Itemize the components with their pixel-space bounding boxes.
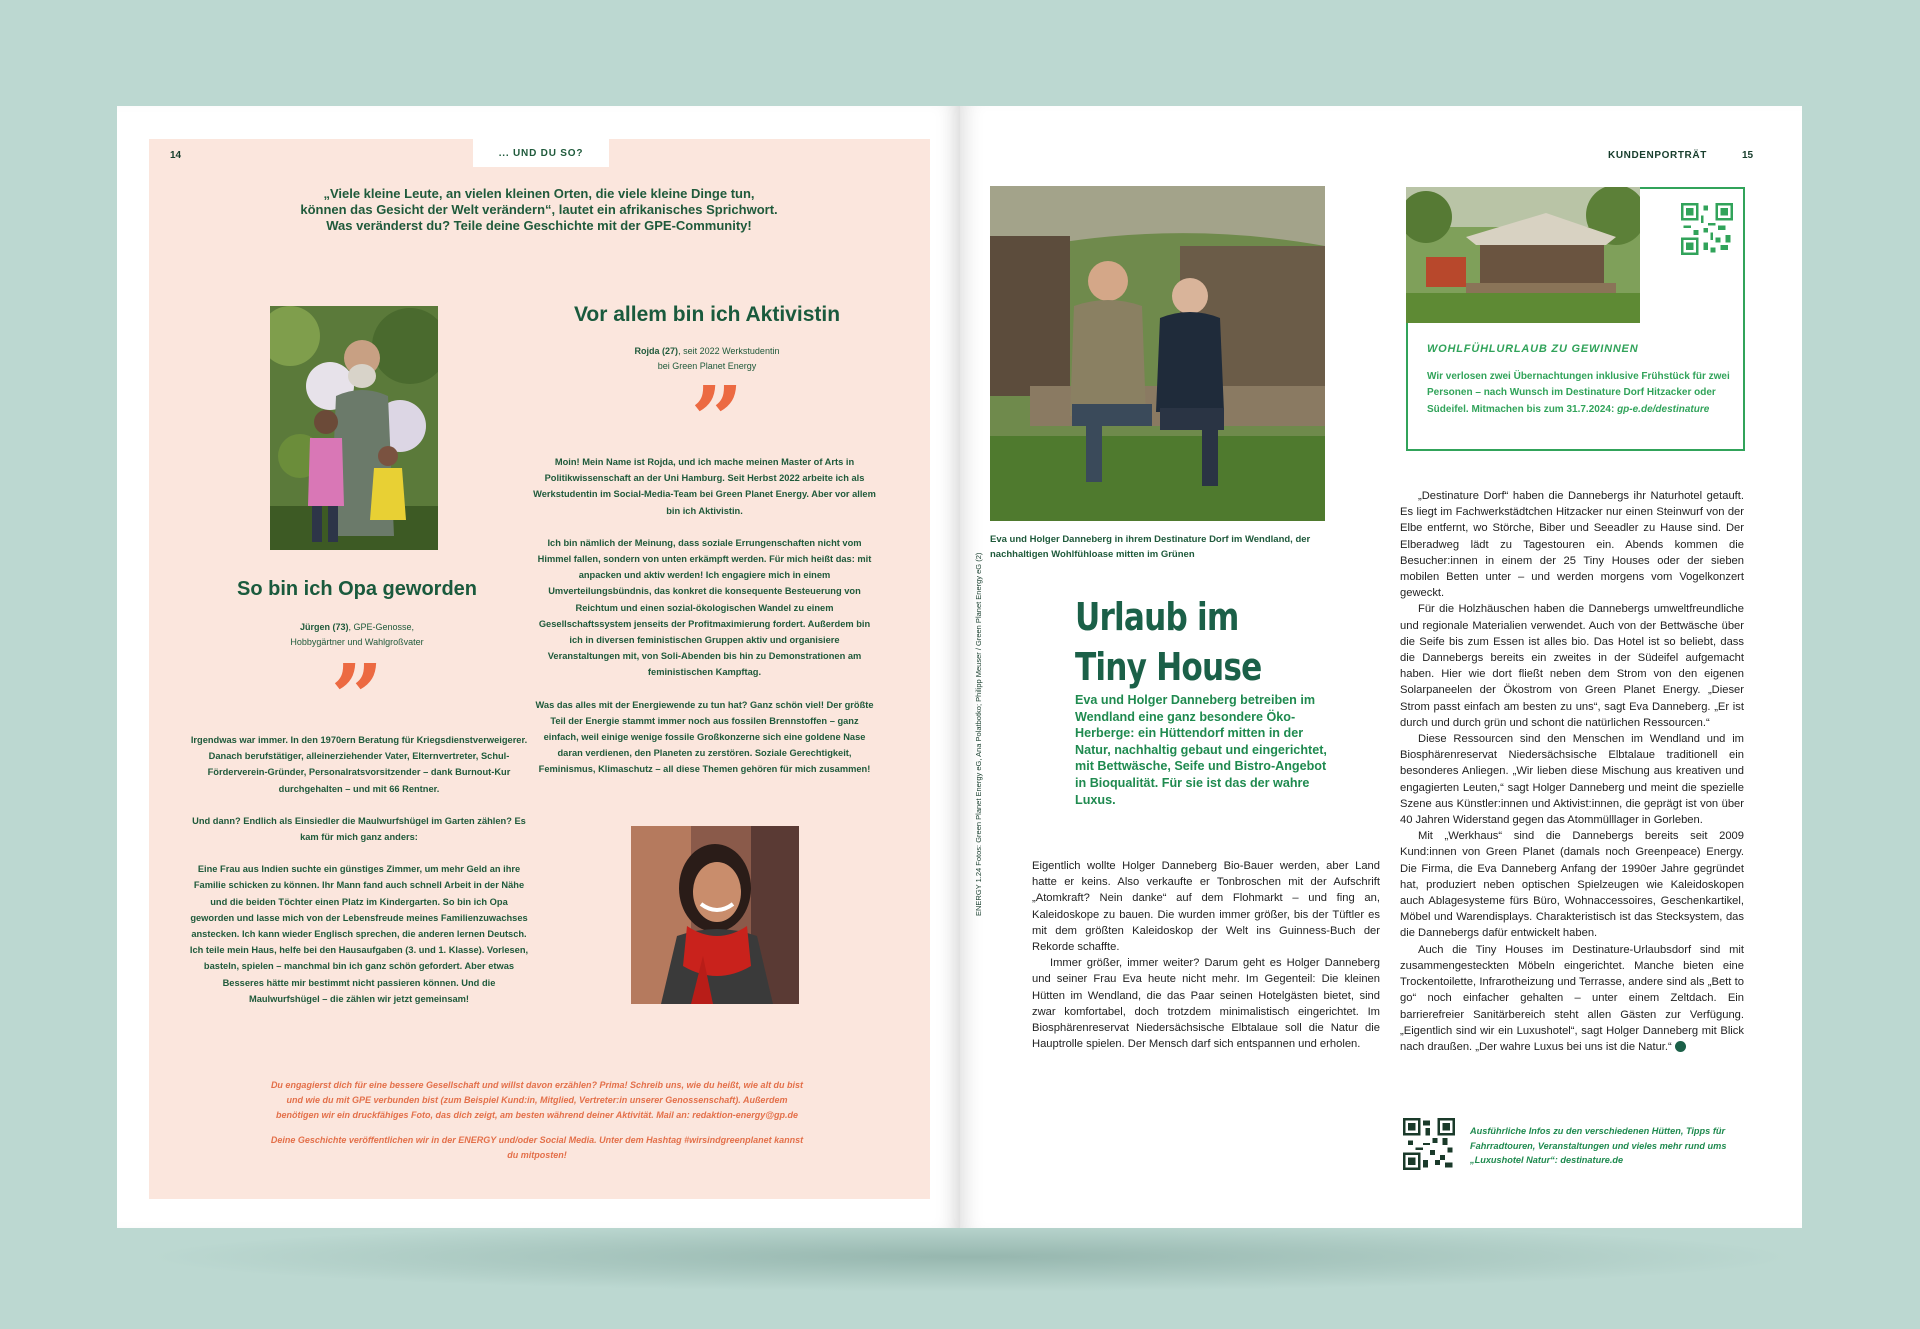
article-column-left [1032,858,1380,1052]
qr-code-icon[interactable] [1681,203,1733,255]
juergen-role: , GPE-Genosse, [348,622,415,632]
story-paragraph: Und dann? Endlich als Einsiedler die Maulwurfshügel im Garten zählen? Es kam für mich ganz anders: [192,815,526,843]
call-paragraph: Du engagierst dich für eine bessere Gesellschaft und willst davon erzählen? Prima! Schreib uns, wie du heißt, wie alt du bist und wie du mit GPE verbunden bist (zum Beispiel Kund:in, Mitglied, Vertreter:in unserer Genossenschaft). Außerdem benötigen wir ein druckfähiges Foto, das dich zeigt, am besten während deiner Aktivität. Mail an: redaktion-energy@gp.de [270,1080,804,1120]
call-to-action [267,1078,807,1173]
story-paragraph: Irgendwas war immer. In den 1970ern Beratung für Kriegsdienstverweigerer. Danach berufstätiger, alleinerziehender Vater, Elternvertreter, Schul-Förderverein-Gründer, Personalratsvorsitzender – dank Burnout-Kur durchgehalten – und mit 66 Rentner. [190,735,528,794]
end-arrow-icon: ‹ [1675,1041,1686,1052]
couple-photo [990,186,1325,521]
title-line: Tiny House [1075,645,1262,689]
juergen-hobbies: Hobbygärtner und Wahlgroßvater [290,637,424,647]
rojda-photo [631,826,799,1004]
story-paragraph: Was das alles mit der Energiewende zu tun hat? Ganz schön viel! Der größte Teil der Energie stammt immer noch aus fossilen Brennstoffen – ganz einfach, weil einige wenige fossile Großkonzerne sich eine goldene Nase daran verdienen, den Planeten zu zerstören. Soziale Gerechtigkeit, Feminismus, Klimaschutz – all diese Themen gehören für mich zusammen! [535,699,874,775]
intro-line: Was veränderst du? Teile deine Geschichte mit der GPE-Community! [326,218,752,233]
article-paragraph: Eigentlich wollte Holger Danneberg Bio-Bauer werden, aber Land hatte er keins. Also verkaufte er Tonbroschen mit der Aufschrift „Atomkraft? Nein danke“ auf dem Flohmarkt – und fing an, Kaleidoskope zu bauen. Die wurden immer größer, bis der Tüftler es mit dem größten Kaleidoskop der Welt ins Guinness-Buch der Rekorde schaffte. [1032,860,1380,954]
story-paragraph: Eine Frau aus Indien suchte ein günstiges Zimmer, um mehr Geld an ihre Familie schicken zu können. Ihr Mann fand auch schnell Arbeit in der Nähe und die beiden Töchter einen Platz im Kindergarten. So bin ich Opa geworden und lasse mich von der Lebensfreude meines Familienzuwachses anstecken. Ich kann wieder Englisch sprechen, die anderen lernen Deutsch. Ich teile mein Haus, helfe bei den Hausaufgaben (3. und 1. Klasse). Vorlesen, basteln, spielen – manchmal bin ich ganz schön gefordert. Aber etwas Besseres hätte mir bestimmt nicht passieren können. Und die Maulwurfshügel – die zählen wir jetzt gemeinsam! [189,864,529,1004]
bottom-info-text: Ausführliche Infos zu den verschiedenen Hütten, Tipps für Fahrradtouren, Veranstaltungen und vieles mehr rund ums „Luxushotel Natur“: [1470,1126,1727,1166]
title-line: Urlaub im [1075,595,1239,639]
intro-line: können das Gesicht der Welt verändern“, lautet ein afrikanisches Sprichwort. [300,202,778,217]
promo-title: WOHLFÜHLURLAUB ZU GEWINNEN [1427,343,1639,355]
intro-text [229,186,849,234]
photo-caption: Eva und Holger Danneberg in ihrem Destinature Dorf im Wendland, der nachhaltigen Wohlfühloase mitten im Grünen [990,534,1311,560]
rojda-employer: bei Green Planet Energy [657,361,757,371]
article-paragraph: Für die Holzhäuschen haben die Dannebergs umweltfreundliche und regionale Materialien verwendet. Auch von der Bettwäsche über die Seife bis zum Essen ist alles bio. Das Hotel ist so beliebt, dass die Dannebergs bereits ein zweites in der Südeifel aufgemacht haben. Hier wie dort fließt neben dem Strom von den eigenen Solarpaneelen der Ökostrom von Green Planet Energy. „Dieser Strom passt einfach am besten zu uns“, sagt Eva Danneberg. „Er ist durch und durch grün und schont die natürlichen Ressourcen.“ [1400,603,1744,729]
right-page [960,106,1802,1228]
bottom-info-link[interactable]: destinature.de [1560,1155,1624,1166]
promo-link[interactable]: gp-e.de/destinature [1617,403,1710,415]
quote-mark-icon: ” [330,644,384,752]
promo-body [1427,369,1737,418]
juergen-name: Jürgen (73) [299,622,349,632]
left-page [117,106,960,1228]
intro-line: „Viele kleine Leute, an vielen kleinen Orten, die viele kleine Dinge tun, [323,186,755,201]
page-section-label: KUNDENPORTRÄT [1608,150,1707,161]
call-paragraph: Deine Geschichte veröffentlichen wir in der ENERGY und/oder Social Media. Unter dem Hashtag #wirsindgreenplanet kannst du mitposten! [270,1135,804,1160]
bottom-info [1470,1124,1740,1168]
article-paragraph [1400,942,1744,1055]
page-number-left: 14 [170,150,182,161]
rojda-story [532,454,877,794]
article-paragraph: Diese Ressourcen sind den Menschen im Wendland und im Biosphärenreservat Niedersächsische Elbtalaue traditionell ein besonderes Anliegen. „Wir lieben diese Mischung aus kreativen und engagierten Leuten,“ sagt Holger Danneberg und meint die spezielle Szene aus Künstler:innen und Aktivist:innen, die geprägt ist von über 40 Jahren Widerstand gegen das Atommülllager in Gorleben. [1400,733,1744,827]
article-last-text: Auch die Tiny Houses im Destinature-Urlaubsdorf sind mit zusammengesteckten Möbeln eingerichtet. Manche bieten eine Trockentoilette, Infrarotheizung und Terrasse, andere sind als „Bett to go“ noch einfacher gehalten – unter einem Zeltdach. Ein barrierefreier Sanitärbereich steht allen Gästen zur Verfügung. „Eigentlich sind wir ein Luxushotel“, sagt Holger Danneberg mit Blick nach draußen. „Der wahre Luxus bei uns ist die Natur.“ [1400,943,1744,1053]
rojda-headline: Vor allem bin ich Aktivistin [573,303,841,326]
article-paragraph: Mit „Werkhaus“ sind die Dannebergs bereits seit 2009 Kund:innen von Green Planet (damals noch Greenpeace) Energy. Die Firma, die Eva Danneberg Anfang der 1990er Jahre gegründet hat, produziert neben optischen Spielzeugen wie Kaleidoskopen auch Ablagesysteme fürs Büro, Wohnaccessoires, Geschenkartikel, Möbel und Warendisplays. Charakteristisch ist das Stecksystem, das die Dannebergs dafür entwickelt haben. [1400,830,1744,940]
tiny-house-photo [1406,187,1640,323]
article-lead: Eva und Holger Danneberg betreiben im Wendland eine ganz besondere Öko-Herberge: ein Hüttendorf mitten in der Natur, nachhaltig gebaut und eingerichtet, mit Bettwäsche, Seife und Bistro-Angebot in Bioqualität. Für sie ist das der wahre Luxus. [1075,693,1327,807]
article-column-right [1400,488,1744,1055]
magazine-shadow [140,1222,1800,1292]
promo-box [1406,187,1745,451]
article-paragraph: Immer größer, immer weiter? Darum geht es Holger Danneberg und seiner Frau Eva heute nicht mehr. Im Gegenteil: Die kleinen Hütten im Wendland, die das Paar seinen Hotelgästen bietet, sind zwar komfortabel, doch trotzdem minimalistisch eingerichtet. Im Biosphärenreservat Niedersächsische Elbtalaue soll die Natur die Hauptrolle spielen. Der Mensch darf sich entspannen und erholen. [1032,957,1380,1051]
story-paragraph: Moin! Mein Name ist Rojda, und ich mache meinen Master of Arts in Politikwissenschaft an der Uni Hamburg. Seit Herbst 2022 arbeite ich als Werkstudentin im Social-Media-Team bei Green Planet Energy. Aber vor allem bin ich Aktivistin. [533,457,876,516]
juergen-photo [270,306,438,550]
juergen-headline: So bin ich Opa geworden [236,578,478,600]
rojda-name: Rojda (27) [634,346,679,356]
article-title [1075,592,1280,692]
photo-credit: ENERGY 1.24 Fotos: Green Planet Energy eG, Ana Polatbotko; Philipp Meuser / Green Planet Energy eG (2) [974,552,983,916]
section-tab: ... UND DU SO? [473,139,609,167]
quote-mark-icon: ” [690,366,744,474]
page-number-right: 15 [1742,150,1754,161]
promo-text: Wir verlosen zwei Übernachtungen inklusive Frühstück für zwei Personen – nach Wunsch im Destinature Dorf Hitzacker oder Südeifel. Mitmachen bis zum 31.7.2024: [1427,371,1730,415]
story-paragraph: Ich bin nämlich der Meinung, dass soziale Errungenschaften nicht vom Himmel fallen, sondern von unten erkämpft werden. Für mich heißt das: mit anpacken und aktiv werden! Ich engagiere mich in einem Umverteilungsbündnis, das konkret die konsequente Besteuerung von Reichtum und einen sozial-ökologischen Wandel zu einem Gesellschaftssystem jenseits der Profitmaximierung fordert. Außerdem bin ich in diversen feministischen Gruppen aktiv und organisiere Veranstaltungen mit, von Soli-Abenden bis hin zu Demonstrationen am feministischen Kampftag. [537,537,872,678]
article-paragraph: „Destinature Dorf“ haben die Dannebergs ihr Naturhotel getauft. Es liegt im Fachwerkstädtchen Hitzacker nur einen Steinwurf von der Elbe entfernt, wo Störche, Biber und Seeadler zu Hause sind. Der Elberadweg lädt zu Tagestouren ein. Abends kommen die Besucher:innen in einem der 25 Tiny Houses oder der sieben mobilen Betten unter – und werden morgens vom Vogelkonzert geweckt. [1400,490,1744,600]
qr-code-icon[interactable] [1403,1118,1455,1170]
rojda-role: , seit 2022 Werkstudentin [678,346,780,356]
juergen-story [189,732,529,1023]
